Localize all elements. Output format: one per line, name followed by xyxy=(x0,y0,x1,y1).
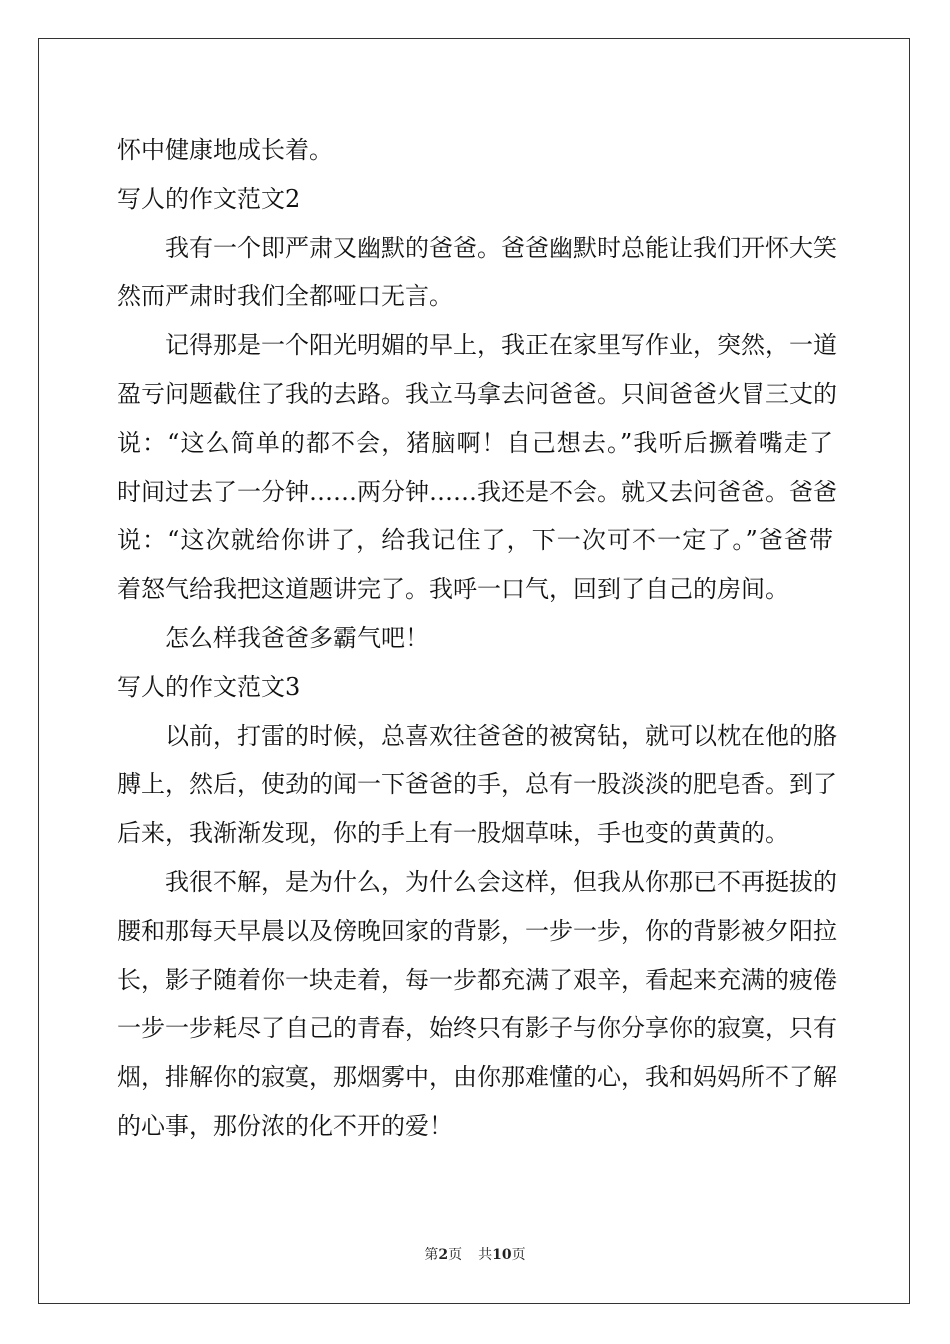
section-heading: 写人的作文范文3 xyxy=(117,672,301,701)
text-line: 的心事，那份浓的化不开的爱！ xyxy=(117,1111,453,1140)
total-prefix: 共 xyxy=(478,1247,493,1263)
text-line: 以前，打雷的时候，总喜欢往爸爸的被窝钻，就可以枕在他的胳 xyxy=(165,721,837,750)
total-pages: 10 xyxy=(492,1247,512,1263)
text-line: 怎么样我爸爸多霸气吧！ xyxy=(165,623,429,652)
text-line: 后来，我渐渐发现，你的手上有一股烟草味，手也变的黄黄的。 xyxy=(117,819,789,848)
text-line: 然而严肃时我们全都哑口无言。 xyxy=(117,282,453,311)
text-line: 烟，排解你的寂寞，那烟雾中，由你那难懂的心，我和妈妈所不了解 xyxy=(117,1063,837,1092)
text-line: 长，影子随着你一块走着，每一步都充满了艰辛，看起来充满的疲倦 xyxy=(117,965,837,994)
page-prefix: 第 xyxy=(424,1247,439,1263)
page-suffix: 页 xyxy=(448,1247,463,1263)
text-line: 我很不解，是为什么，为什么会这样，但我从你那已不再挺拔的 xyxy=(165,867,837,896)
text-line: 怀中健康地成长着。 xyxy=(117,136,333,164)
text-line: 着怒气给我把这道题讲完了。我呼一口气，回到了自己的房间。 xyxy=(117,575,789,604)
text-line: 一步一步耗尽了自己的青春，始终只有影子与你分享你的寂寞，只有 xyxy=(117,1014,837,1043)
section-heading: 写人的作文范文2 xyxy=(117,184,301,213)
text-line: 时间过去了一分钟……两分钟……我还是不会。就又去问爸爸。爸爸 xyxy=(117,477,837,506)
page-footer xyxy=(0,1244,950,1264)
text-line: 盈亏问题截住了我的去路。我立马拿去问爸爸。只间爸爸火冒三丈的 xyxy=(117,379,837,408)
text-line: 说：“这次就给你讲了，给我记住了，下一次可不一定了。”爸爸带 xyxy=(117,526,833,555)
page-number: 2 xyxy=(438,1247,449,1263)
total-suffix: 页 xyxy=(511,1247,526,1263)
text-line: 膊上，然后，使劲的闻一下爸爸的手，总有一股淡淡的肥皂香。到了 xyxy=(117,770,837,799)
text-line: 记得那是一个阳光明媚的早上，我正在家里写作业，突然，一道 xyxy=(165,331,837,360)
text-line: 腰和那每天早晨以及傍晚回家的背影，一步一步，你的背影被夕阳拉 xyxy=(117,916,837,945)
text-line: 说：“这么简单的都不会，猪脑啊！自己想去。”我听后撅着嘴走了 xyxy=(117,428,833,457)
document-body xyxy=(117,126,837,1151)
text-line: 我有一个即严肃又幽默的爸爸。爸爸幽默时总能让我们开怀大笑 xyxy=(165,233,837,262)
